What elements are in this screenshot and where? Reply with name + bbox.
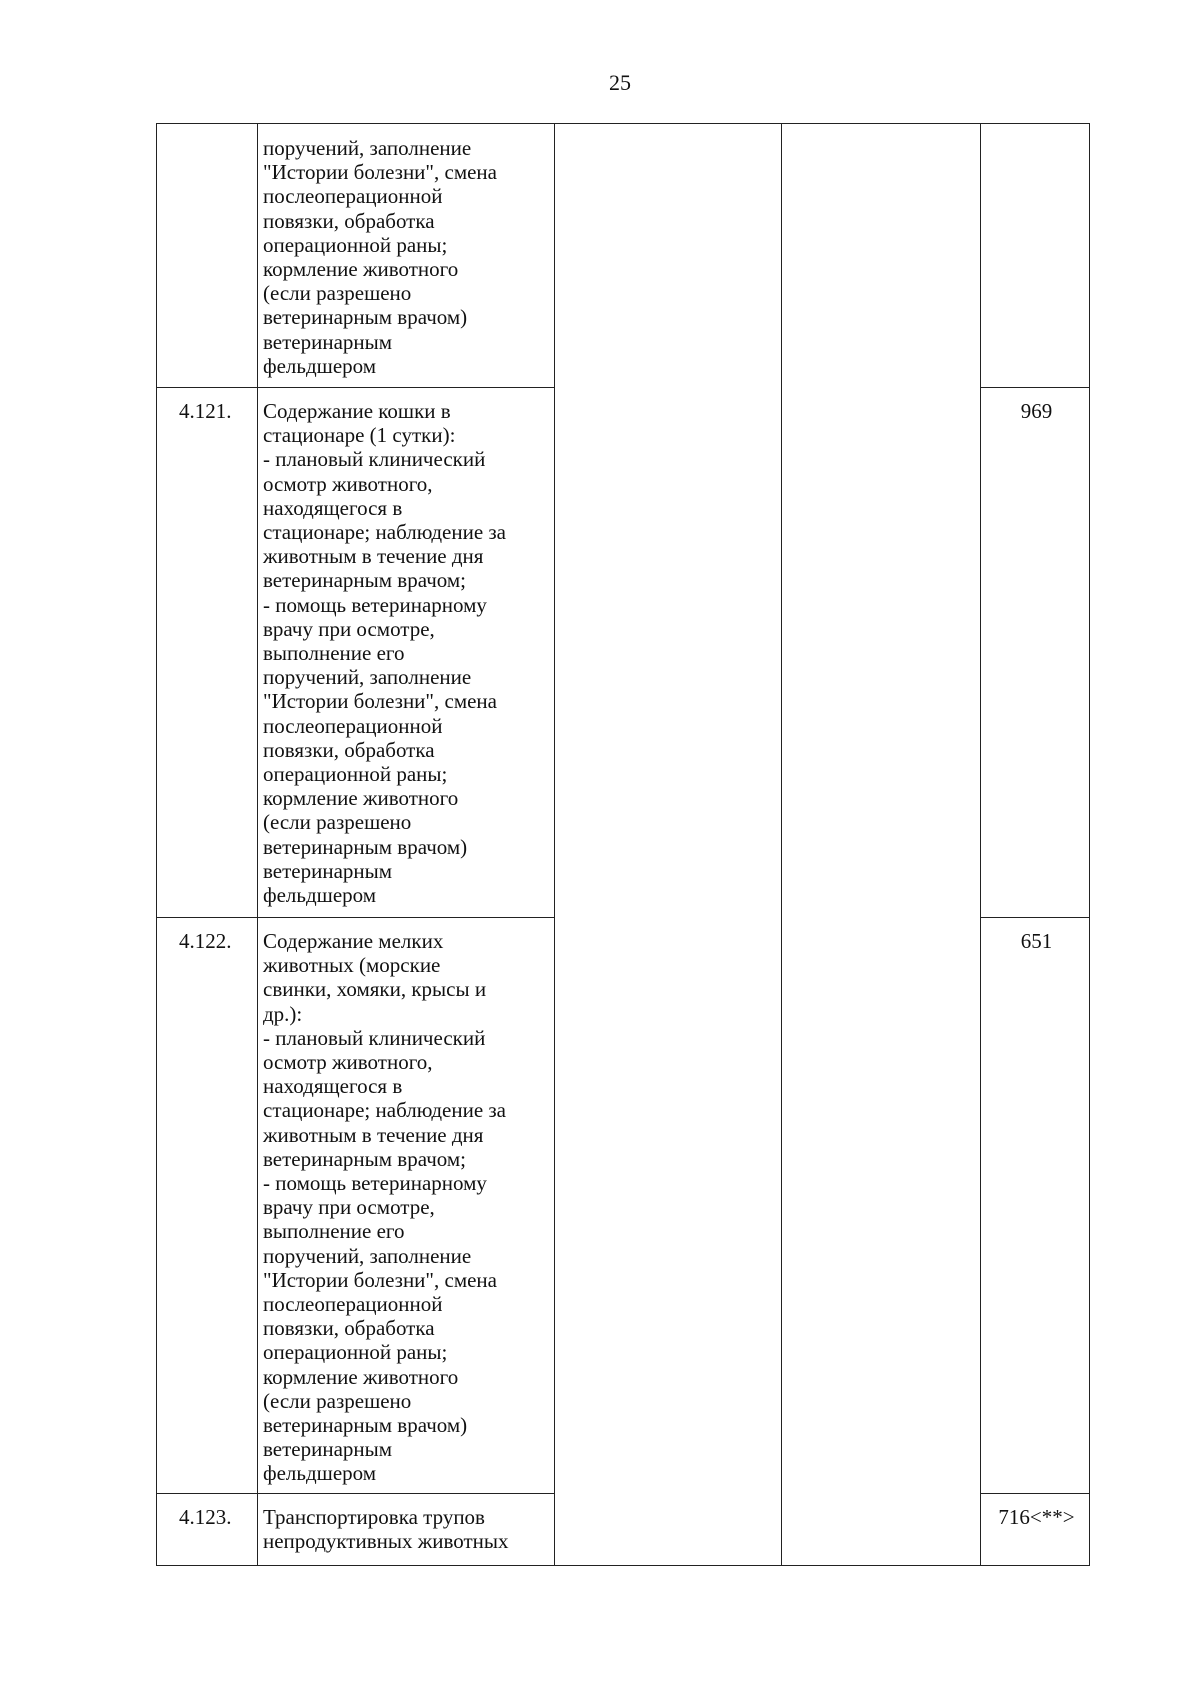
table-row-price: 651 (1020, 929, 1053, 953)
table-row-description: Транспортировка трупов непродуктивных животных (263, 1505, 509, 1554)
table-row-description: Содержание мелких животных (морские свинки, хомяки, крысы и др.): - плановый клинический осмотр животного, находящегося в стационаре; наблюдение за животным в течение дня ветеринарным врачом; - помощь ветеринарному врачу при осмотре, выполнение его поручений, заполнение "Истории болезни", смена послеоперационной повязки, обработка операционной раны; кормление животного (если разрешено ветеринарным врачом) ветеринарным фельдшером (263, 929, 507, 1486)
table-row-price: 969 (1020, 399, 1053, 423)
row-divider (157, 1493, 554, 1494)
row-divider (980, 917, 1090, 918)
column-divider (980, 124, 981, 1565)
row-divider (157, 917, 554, 918)
table-row-description: Содержание кошки в стационаре (1 сутки): - плановый клинический осмотр животного, находящегося в стационаре; наблюдение за животным в течение дня ветеринарным врачом; - помощь ветеринарному врачу при осмотре, выполнение его поручений, заполнение "Истории болезни", смена послеоперационной повязки, обработка операционной раны; кормление животного (если разрешено ветеринарным врачом) ветеринарным фельдшером (263, 399, 507, 908)
table-row-number: 4.123. (179, 1505, 232, 1529)
table-row-description: поручений, заполнение "Истории болезни", смена послеоперационной повязки, обработка операционной раны; кормление животного (если разрешено ветеринарным врачом) ветеринарным фельдшером (263, 136, 497, 378)
column-divider (257, 124, 258, 1565)
column-divider (554, 124, 555, 1565)
services-price-table (156, 123, 1090, 1566)
table-row-number: 4.122. (179, 929, 232, 953)
table-row-price: 716<**> (998, 1505, 1075, 1529)
row-divider (980, 1493, 1090, 1494)
table-row-number: 4.121. (179, 399, 232, 423)
row-divider (980, 387, 1090, 388)
row-divider (157, 387, 554, 388)
page-number: 25 (609, 70, 631, 95)
column-divider (781, 124, 782, 1565)
